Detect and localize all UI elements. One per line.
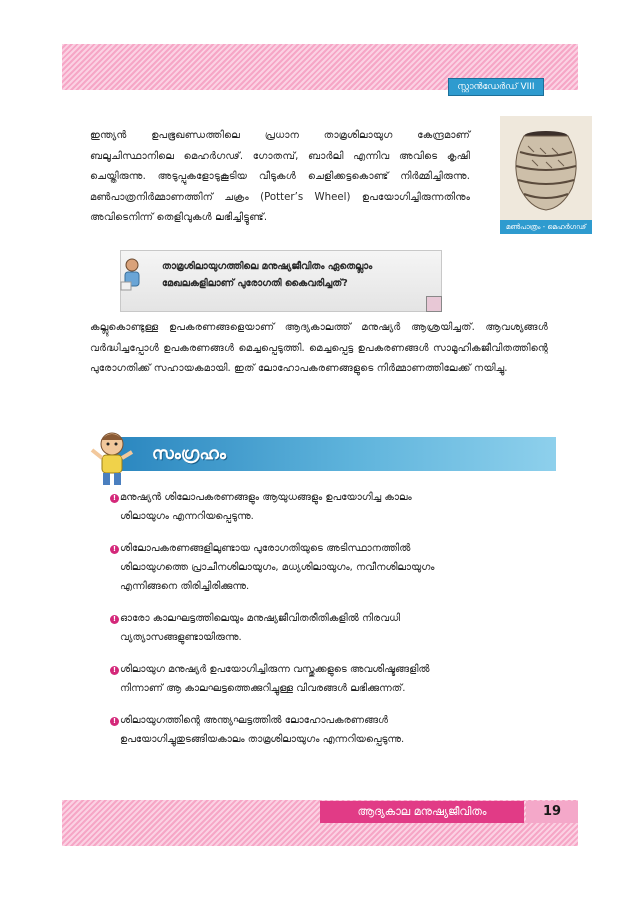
pottery-image (500, 116, 592, 234)
question-corner-mark (426, 296, 442, 312)
standard-label: സ്റ്റാൻഡേർഡ് VIII (448, 78, 544, 96)
summary-point (112, 488, 460, 526)
second-paragraph: കല്ലുകൊണ്ടുള്ള ഉപകരണങ്ങളെയാണ് ആദ്യകാലത്ത് മനുഷ്യർ ആശ്രയിച്ചത്. ആവശ്യങ്ങൾ വർദ്ധിച്ചപ്പോൾ ഉപകരണങ്ങൾ മെച്ചപ്പെടുത്തി. മെച്ചപ്പെട്ട ഉപകരണങ്ങൾ സാമൂഹികജീവിതത്തിന്റെ പുരോഗതിക്ക് സഹായകമായി. ഇത് ലോഹോപകരണങ്ങളുടെ നിർമ്മാണത്തിലേക്ക് നയിച്ചു. (90, 322, 548, 374)
question-text: താമ്രശിലായുഗത്തിലെ മനുഷ്യജീവിതം ഏതെല്ലാം മേഖലകളിലാണ് പുരോഗതി കൈവരിച്ചത്? (162, 261, 373, 289)
exclamation-bullet-icon: ! (110, 494, 119, 503)
image-caption: മൺപാത്രം - മെഹർഗഢ് (500, 220, 592, 234)
chapter-title: ആദ്യകാല മനുഷ്യജീവിതം (320, 801, 524, 823)
thinking-figure-icon (118, 256, 146, 294)
mascot-boy-icon (88, 430, 136, 488)
summary-point-text: ഓരോ കാലഘട്ടത്തിലെയും മനുഷ്യജീവിതരീതികളിൽ നിരവധി വ്യത്യാസങ്ങളുണ്ടായിരുന്നു. (120, 613, 401, 643)
summary-point-text: ശിലായുഗത്തിന്റെ അന്ത്യഘട്ടത്തിൽ ലോഹോപകരണങ്ങൾ ഉപയോഗിച്ചുതുടങ്ങിയകാലം താമ്രശിലായുഗം എന്നറിയപ്പെടുന്നു. (120, 715, 405, 745)
summary-point (112, 539, 460, 596)
summary-list (112, 488, 460, 762)
exclamation-bullet-icon: ! (110, 717, 119, 726)
summary-point (112, 609, 460, 647)
summary-title: സംഗ്രഹം (152, 444, 226, 464)
exclamation-bullet-icon: ! (110, 615, 119, 624)
page-number: 19 (526, 801, 578, 823)
pot-illustration (500, 116, 592, 220)
intro-paragraph: ഇന്ത്യൻ ഉപഭൂഖണ്ഡത്തിലെ പ്രധാന താമ്രശിലായുഗ കേന്ദ്രമാണ് ബലൂചിസ്ഥാനിലെ മെഹർഗഢ്. ഗോതമ്പ്, ബാർലി എന്നിവ അവിടെ കൃഷി ചെയ്തിരുന്നു. അടുപ്പുകളോടുകൂടിയ വീടുകൾ ചെളിക്കട്ടകൊണ്ട് നിർമ്മിച്ചിരുന്നു. മൺപാത്രനിർമ്മാണത്തിന് ചക്രം (Potter’s Wheel) ഉപയോഗിച്ചിരുന്നതിനും അവിടെനിന്ന് തെളിവുകൾ ലഭിച്ചിട്ടുണ്ട്. (90, 130, 470, 223)
summary-point-text: ശിലോപകരണങ്ങളിലുണ്ടായ പുരോഗതിയുടെ അടിസ്ഥാനത്തിൽ ശിലായുഗത്തെ പ്രാചീനശിലായുഗം, മധ്യശിലായുഗം, നവീനശിലായുഗം എന്നിങ്ങനെ തിരിച്ചിരിക്കുന്നു. (120, 543, 435, 592)
summary-point-text: ശിലായുഗ മനുഷ്യർ ഉപയോഗിച്ചിരുന്ന വസ്തുക്കളുടെ അവശിഷ്ടങ്ങളിൽ നിന്നാണ് ആ കാലഘട്ടത്തെക്കുറിച്ചുള്ള വിവരങ്ങൾ ലഭിക്കുന്നത്. (120, 664, 430, 694)
summary-point-text: മനുഷ്യൻ ശിലോപകരണങ്ങളും ആയുധങ്ങളും ഉപയോഗിച്ച കാലം ശിലായുഗം എന്നറിയപ്പെടുന്നു. (120, 492, 412, 522)
summary-point (112, 660, 460, 698)
exclamation-bullet-icon: ! (110, 666, 119, 675)
summary-point (112, 711, 460, 749)
exclamation-bullet-icon: ! (110, 545, 119, 554)
